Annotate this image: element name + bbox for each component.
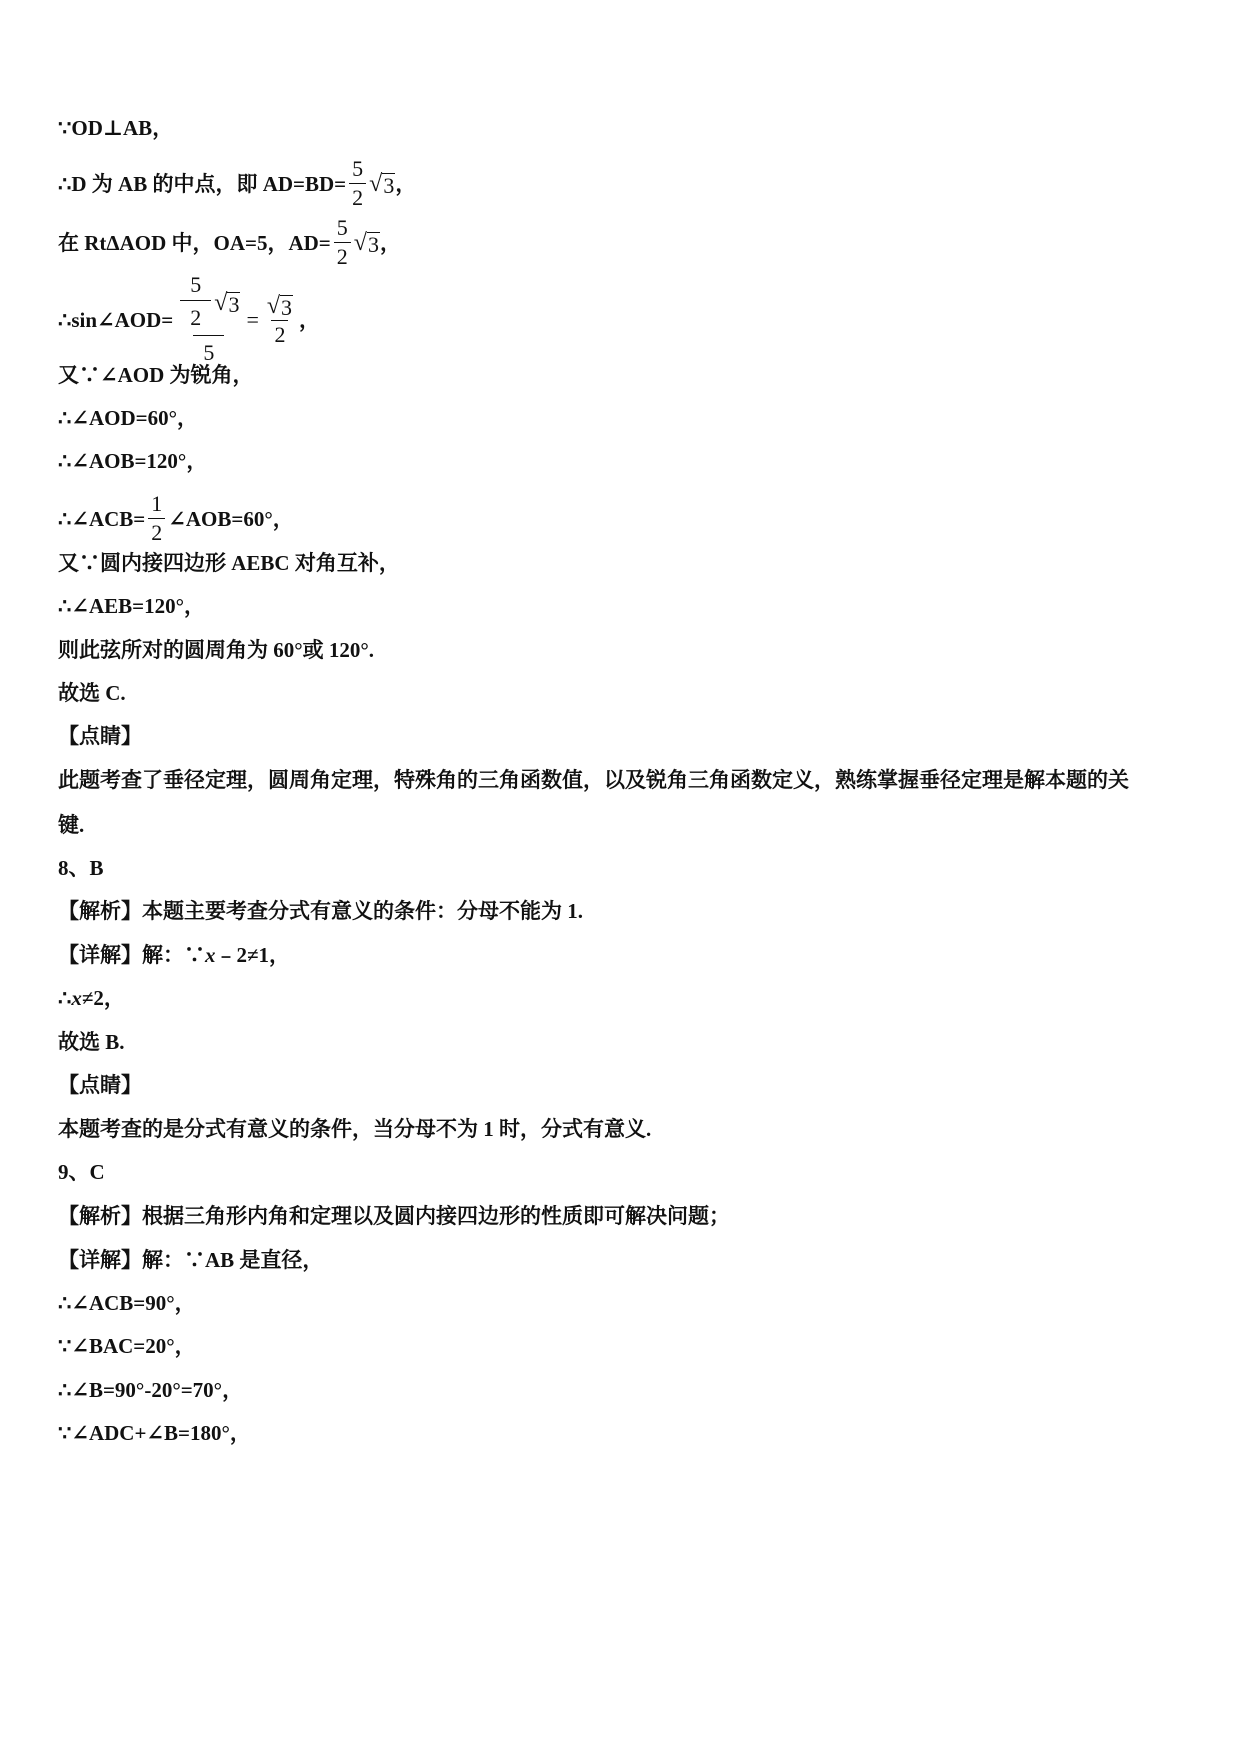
- compound-fraction: [175, 270, 242, 370]
- line-prefix: ∴: [58, 986, 72, 1010]
- radical-sign-icon: √: [353, 229, 367, 256]
- fraction-denominator: 2: [349, 183, 366, 212]
- line-suffix: ﹣2≠1，: [215, 943, 291, 967]
- line-suffix: ，: [395, 171, 417, 196]
- square-root: [214, 289, 240, 317]
- compound-numerator: [175, 270, 242, 335]
- text-line: 又∵∠AOD 为锐角，: [58, 363, 254, 387]
- fraction: [334, 214, 351, 271]
- text-line: ∴∠AEB=120°，: [58, 594, 205, 618]
- square-root: [267, 292, 293, 320]
- text-line: 故选 C.: [58, 681, 126, 705]
- text-line: 键.: [58, 813, 85, 837]
- line-prefix: ∴sin∠AOD=: [58, 308, 174, 332]
- radical-sign-icon: √: [369, 170, 383, 197]
- fraction-numerator: 1: [151, 491, 163, 516]
- radicand: 3: [228, 291, 240, 317]
- text-line: 【详解】解：∵AB 是直径，: [58, 1248, 324, 1272]
- line-prefix: 【详解】解：∵: [58, 943, 205, 967]
- text-line: 此题考查了垂径定理，圆周角定理，特殊角的三角函数值，以及锐角三角函数定义，熟练掌握垂径定理是解本题的关: [58, 768, 1129, 792]
- question-answer-8: 8、B: [58, 856, 104, 880]
- text-line-detail-8: [58, 940, 290, 970]
- text-line-ad-bd: [58, 155, 416, 212]
- line-suffix: ，: [299, 308, 321, 332]
- square-root: [354, 229, 380, 257]
- fraction-denominator: 2: [148, 518, 165, 547]
- text-line: 又∵圆内接四边形 AEBC 对角互补，: [58, 551, 400, 575]
- variable-x: x: [71, 986, 82, 1010]
- question-answer-9: 9、C: [58, 1160, 105, 1184]
- variable-x: x: [205, 943, 216, 967]
- result-fraction: [264, 292, 296, 349]
- text-line-rt-aod: [58, 214, 401, 271]
- text-line-acb: [58, 490, 294, 547]
- line-prefix: 在 RtΔAOD 中，OA=5，AD=: [58, 230, 331, 255]
- text-line: 本题考查的是分式有意义的条件，当分母不为 1 时，分式有意义.: [58, 1117, 652, 1141]
- radicand: 3: [367, 231, 379, 257]
- section-heading-tip: 【点睛】: [58, 1073, 142, 1097]
- line-suffix: ，: [379, 230, 401, 255]
- square-root: [369, 170, 395, 198]
- inner-denominator: 2: [180, 300, 211, 335]
- text-line: ∴∠ACB=90°，: [58, 1291, 196, 1315]
- radical-sign-icon: √: [214, 289, 228, 316]
- inner-numerator: 5: [190, 272, 202, 297]
- text-line: ∵OD⊥AB，: [58, 116, 174, 140]
- text-line: 【解析】本题主要考查分式有意义的条件：分母不能为 1.: [58, 899, 583, 923]
- compound-denominator: 5: [193, 335, 224, 370]
- fraction-denominator: 2: [334, 242, 351, 271]
- equals-sign: =: [246, 307, 259, 332]
- fraction: [148, 490, 165, 547]
- fraction: [349, 155, 366, 212]
- text-line: ∵∠BAC=20°，: [58, 1334, 196, 1358]
- line-suffix: ∠AOB=60°，: [168, 506, 294, 531]
- text-line: 【解析】根据三角形内角和定理以及圆内接四边形的性质即可解决问题；: [58, 1204, 730, 1228]
- text-line: ∴∠AOD=60°，: [58, 406, 198, 430]
- radical-sign-icon: √: [266, 292, 281, 319]
- fraction-numerator: 5: [352, 156, 364, 181]
- section-heading-tip: 【点睛】: [58, 724, 142, 748]
- text-line: 则此弦所对的圆周角为 60°或 120°.: [58, 638, 375, 662]
- line-suffix: ≠2，: [81, 986, 125, 1010]
- fraction-numerator: 5: [336, 215, 348, 240]
- text-line: 故选 B.: [58, 1030, 125, 1054]
- result-numerator: [264, 292, 296, 320]
- radicand: 3: [281, 294, 293, 320]
- text-line: ∵∠ADC+∠B=180°，: [58, 1421, 251, 1445]
- inner-fraction: [180, 270, 211, 335]
- radicand: 3: [383, 172, 395, 198]
- text-line-x: [58, 983, 125, 1013]
- result-denominator: 2: [271, 320, 288, 349]
- line-prefix: ∴∠ACB=: [58, 506, 146, 531]
- text-line: ∴∠AOB=120°，: [58, 449, 208, 473]
- text-line: ∴∠B=90°-20°=70°，: [58, 1378, 244, 1402]
- text-line-sin-aod: [58, 270, 320, 370]
- line-prefix: ∴D 为 AB 的中点，即 AD=BD=: [58, 171, 347, 196]
